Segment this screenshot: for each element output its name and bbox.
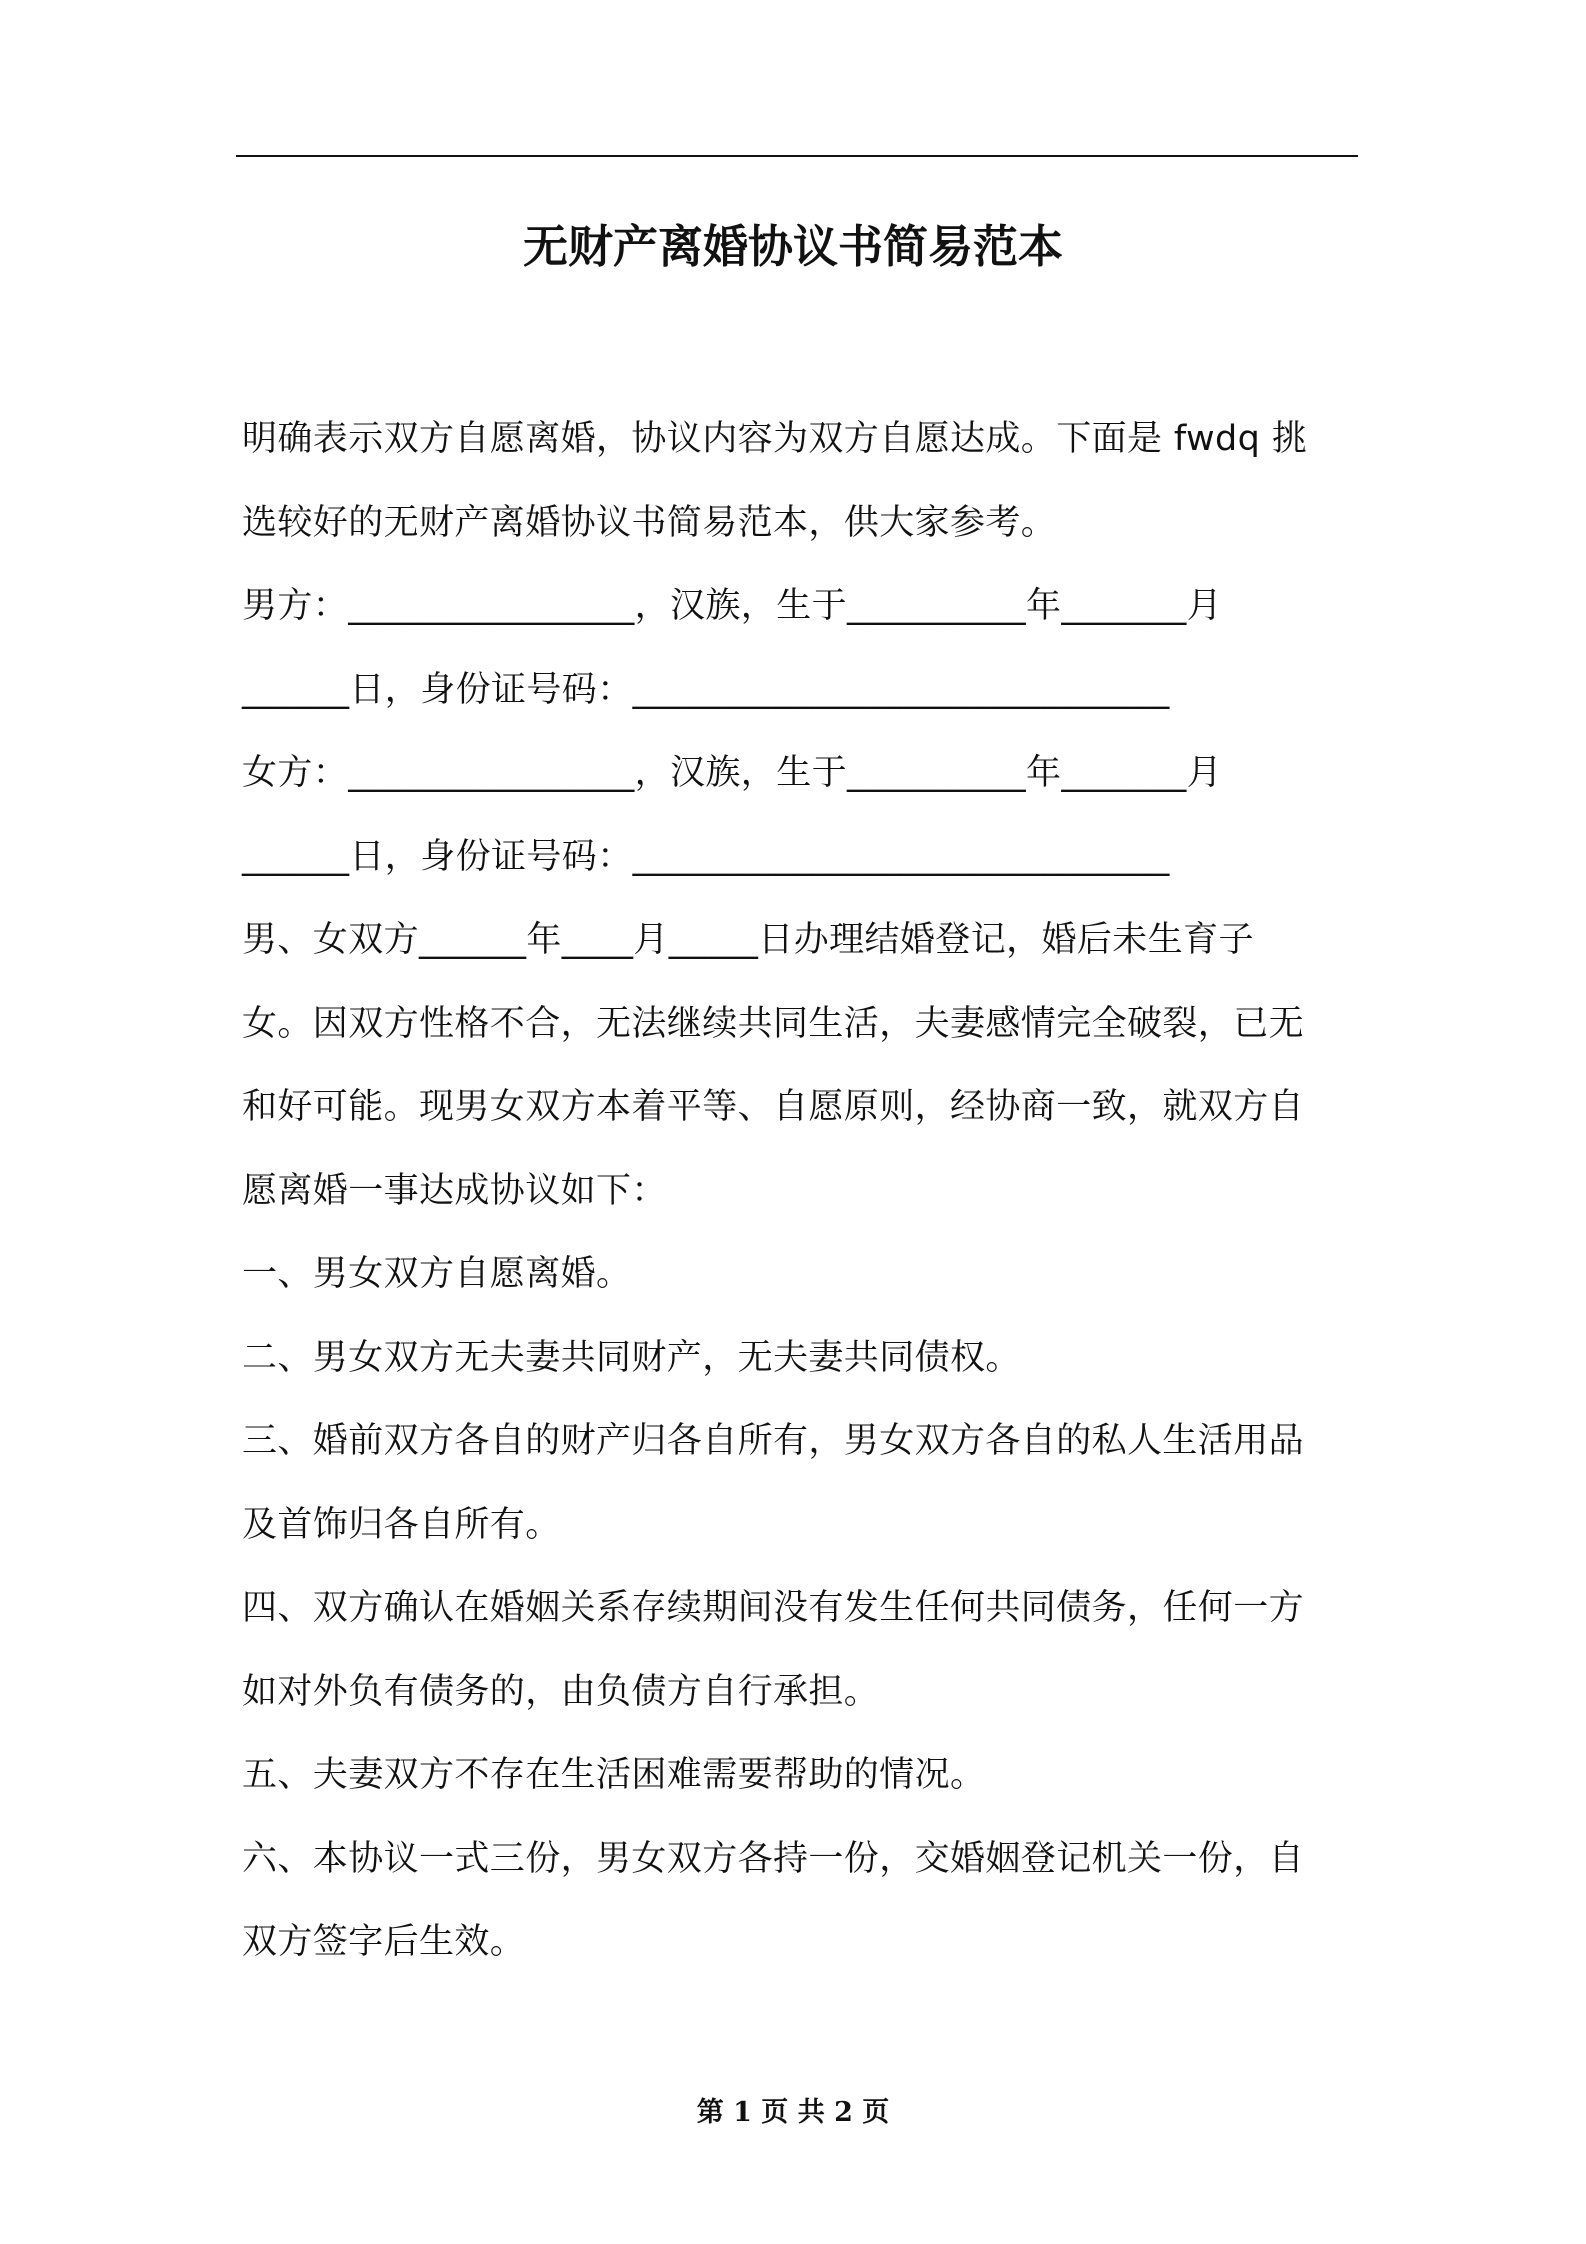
- document-body: [242, 398, 1362, 1985]
- clause-1: 一、男女双方自愿离婚。: [242, 1254, 632, 1294]
- clause-6-cont: 双方签字后生效。: [242, 1922, 526, 1962]
- clause-3: 三、婚前双方各自的财产归各自所有，男女双方各自的私人生活用品: [242, 1421, 1305, 1461]
- clause-4-cont: 如对外负有债务的，由负债方自行承担。: [242, 1671, 880, 1712]
- male-party-line: 男方：________________，汉族，生于__________年_______月: [242, 586, 1223, 626]
- body-line: 女。因双方性格不合，无法继续共同生活，夫妻感情完全破裂，已无: [242, 1003, 1305, 1044]
- clause-5: 五、夫妻双方不存在生活困难需要帮助的情况。: [242, 1755, 986, 1795]
- body-line: 选较好的无财产离婚协议书简易范本，供大家参考。: [242, 502, 1057, 543]
- female-party-line: 女方：________________，汉族，生于__________年_______月: [242, 753, 1223, 793]
- header-rule: [236, 155, 1358, 157]
- female-party-id-line: ______日，身份证号码：______________________________: [242, 836, 1170, 877]
- male-party-id-line: ______日，身份证号码：______________________________: [242, 669, 1170, 710]
- clause-6: 六、本协议一式三份，男女双方各持一份，交婚姻登记机关一份，自: [242, 1838, 1305, 1879]
- body-line: 明确表示双方自愿离婚，协议内容为双方自愿达成。下面是 fwdq 挑: [242, 419, 1308, 459]
- clause-4: 四、双方确认在婚姻关系存续期间没有发生任何共同债务，任何一方: [242, 1588, 1305, 1628]
- clause-2: 二、男女双方无夫妻共同财产，无夫妻共同债权。: [242, 1337, 1021, 1378]
- body-line: 和好可能。现男女双方本着平等、自愿原则，经协商一致，就双方自: [242, 1087, 1305, 1127]
- body-line: 愿离婚一事达成协议如下：: [242, 1170, 667, 1211]
- document-title: 无财产离婚协议书简易范本: [522, 220, 1063, 273]
- body-line: 男、女双方______年____月_____日办理结婚登记，婚后未生育子: [242, 920, 1254, 960]
- clause-3-cont: 及首饰归各自所有。: [242, 1504, 561, 1545]
- page-number: 第 1 页 共 2 页: [696, 2097, 890, 2128]
